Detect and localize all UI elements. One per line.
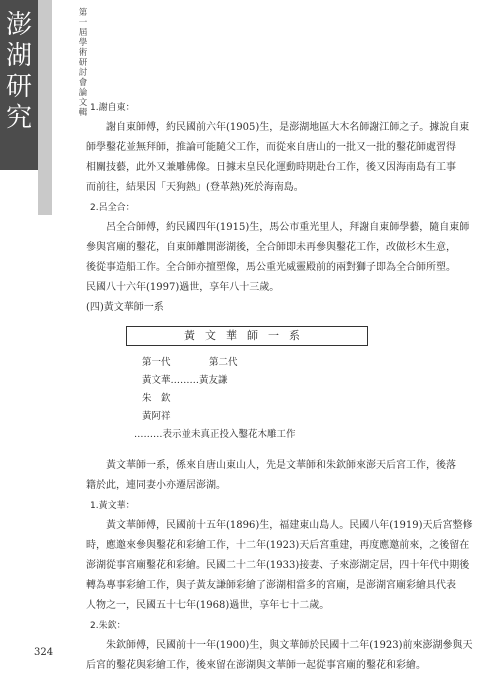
spacer	[86, 444, 446, 456]
gen2-member: 黃友謙	[199, 375, 228, 386]
sidebar-subtitle-block	[38, 0, 88, 215]
paragraph-lu-quanhe	[86, 218, 470, 298]
text-line: 而前往，結果因「天狗熱」(登革熱)死於海南島。	[86, 182, 304, 193]
paragraph-huang-wenhua	[86, 516, 473, 616]
gen2-header: 第二代	[209, 357, 238, 368]
paragraph-zhu-qin	[86, 636, 473, 676]
heading-zhu-qin: 2.朱欽：	[90, 621, 126, 631]
journal-title: 澎湖研究	[5, 10, 32, 133]
journal-subtitle: 第一屆學術研討會論文輯	[78, 8, 88, 118]
lineage-row	[142, 408, 446, 426]
text-line: 後從事造船工作。全合師亦擅塑像，馬公重光威靈殿前的兩對獅子即為全合師所塑。	[86, 262, 456, 273]
text-line: 相關技藝，此外又兼雕佛像。日據末皇民化運動時期赴台工作，後又因海南島有工事	[86, 162, 456, 173]
gen1-header: 第一代	[142, 357, 171, 368]
lineage-tree	[134, 354, 446, 444]
text-line: 師學鑿花並無拜師，推論可能隨父工作，而從來自唐山的一批又一批的鑿花師處習得	[86, 142, 456, 153]
lineage-row	[142, 372, 446, 390]
text-line: 謝自東師傅，約民國前六年(1905)生，是澎湖地區大木名師謝江師之子。據說自東	[106, 122, 470, 133]
heading-xie-zidong: 1.謝自東：	[90, 103, 135, 113]
text-line: 籍於此，連同妻小亦遷居澎湖。	[86, 480, 226, 491]
sidebar-title-block	[0, 0, 38, 170]
text-line: 轉為專事彩繪工作，與子黃友謙師彩繪了澎湖相當多的宮廟，是澎湖宮廟彩繪具代表	[86, 580, 456, 591]
text-line: 時，應邀來參與鑿花和彩繪工作，十二年(1923)天后宮重建，再度應邀前來，之後留在	[86, 540, 470, 551]
text-line: 呂全合師傅，約民國四年(1915)生，馬公市重光里人，拜謝自東師學藝，隨自東師	[106, 222, 470, 233]
page-number: 324	[34, 647, 54, 658]
text-line: 澎湖從事宮廟鑿花和彩繪。民國二十二年(1933)接妻、子來澎湖定居，四十年代中期後	[86, 560, 470, 571]
lineage-label: (四)黃文華師一系	[86, 302, 164, 313]
text-line: 黃文華師一系，係來自唐山東山人，先是文華師和朱欽師來澎天后宮工作，後落	[106, 460, 456, 471]
paragraph-xie-zidong	[86, 118, 470, 198]
gen1-member: 朱 欽	[142, 393, 171, 404]
lineage-note: ………表示並未真正投入鑿花木雕工作	[134, 429, 296, 440]
paragraph-intro	[86, 456, 456, 496]
lineage-box-title: 黃文華師一系	[126, 326, 368, 346]
text-line: 民國八十六年(1997)過世，享年八十三歲。	[86, 282, 280, 293]
heading-lu-quanhe: 2.呂全合：	[90, 203, 135, 213]
lineage-header-row	[142, 354, 446, 372]
dotted-connector: ………	[170, 375, 200, 386]
text-line: 人物之一，民國五十七年(1968)過世，享年七十二歲。	[86, 600, 330, 611]
text-line: 朱欽師傅，民國前十一年(1900)生，與文華師於民國十二年(1923)前來澎湖參與天	[106, 640, 473, 651]
lineage-row	[142, 390, 446, 408]
gen1-member: 黃阿祥	[142, 411, 171, 422]
page-body	[86, 98, 473, 676]
text-line: 黃文華師傅，民國前十五年(1896)生，福建東山島人。民國八年(1919)天后宮整修	[106, 520, 473, 531]
text-line: 參與宮廟的鑿花，自東師離開澎湖後，全合師即未再參與鑿花工作，改做杉木生意，	[86, 242, 456, 253]
text-line: 后宮的鑿花與彩繪工作，後來留在澎湖與文華師一起從事宮廟的鑿花和彩繪。	[86, 660, 426, 671]
heading-huang-wenhua: 1.黃文華：	[90, 501, 135, 511]
gen1-member: 黃文華	[142, 375, 171, 386]
